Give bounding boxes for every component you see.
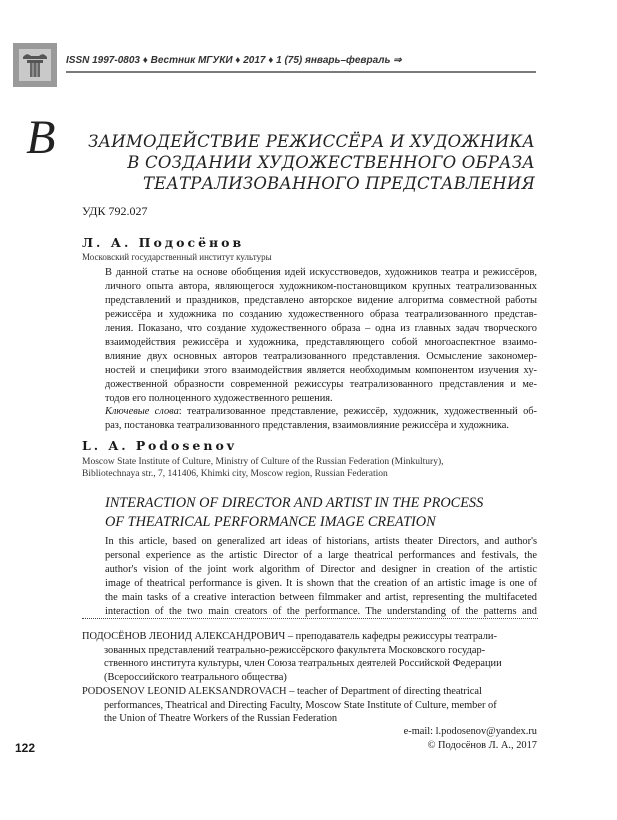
udk-code: УДК 792.027 [82,204,148,218]
abstract-en-line: image of theatrical performance is given. It is shown that the creation of an artistic image is one of [105,578,537,589]
abstract-ru [105,266,537,406]
abstract-ru-line: представлений и праздников, представлено авторское видение алгоритма совместной работы [105,295,537,306]
title-drop-cap: В [26,111,56,164]
abstract-ru-line: взаимодействия режиссёра и художника, представляющего собой многоаспектное взаимо- [105,337,537,348]
abstract-en-line: the main tasks of a creative interaction between filmmaker and artist, representing the multifaceted [105,592,537,603]
abstract-ru-line: ления. Показано, что создание художественного образа – одна из главных задач творческого [105,323,537,334]
author-affiliation-ru: Московский государственный институт культуры [82,252,272,262]
abstract-en-line: interaction of the two main creators of the performance. The understanding of the patterns and [105,606,537,617]
author-affiliation-en [82,456,443,480]
keywords-ru-line: раз, постановка театрализованного представления, взаимовлияние режиссёра и художника. [105,420,510,431]
bio-ru-line: (Всероссийского театрального общества) [104,671,287,683]
author-name-en: L. A. Podosenov [82,438,238,453]
affiliation-en-line: Bibliotechnaya str., 7, 141406, Khimki city, Moscow region, Russian Federation [82,469,388,479]
keywords-text: : театрализованное представление, режиссёр, художник, художественный об- [178,406,538,417]
abstract-en [105,535,537,619]
title-line-3: ТЕАТРАЛИЗОВАННОГО ПРЕДСТАВЛЕНИЯ [142,174,535,193]
title-line-2: В СОЗДАНИИ ХУДОЖЕСТВЕННОГО ОБРАЗА [127,153,535,172]
dotted-divider [82,618,538,619]
keywords-ru-line [105,405,537,419]
contact-block [404,725,537,752]
title-line-1: ЗАИМОДЕЙСТВИЕ РЕЖИССЁРА И ХУДОЖНИКА [88,132,535,151]
copyright: © Подосёнов Л. А., 2017 [427,739,537,751]
abstract-en-line: personal experience as the artistic Director of a large theatrical performances and festivals, the [105,550,537,561]
abstract-en-line: author's vision of the joint work algorithm of Director and designer in creation of the artistic [105,564,537,575]
title-en-line-2: OF THEATRICAL PERFORMANCE IMAGE CREATION [105,514,436,530]
author-email: e-mail: l.podosenov@yandex.ru [403,726,537,737]
affiliation-en-line: Moscow State Institute of Culture, Ministry of Culture of the Russian Federation (Minkultury), [82,457,444,467]
abstract-ru-line: дожественной образности современной режиссуры театрализованного представления и ме- [105,379,537,390]
running-head: ISSN 1997-0803 ♦ Вестник МГУКИ ♦ 2017 ♦ 1 (75) январь–февраль ⇒ [66,55,402,66]
article-title-en [105,494,483,532]
bio-en-line: the Union of Theatre Workers of the Russian Federation [104,713,338,724]
abstract-ru-line: влияние двух основных авторов театрализованного представления. Осмысление закономер- [105,351,537,362]
article-title [26,111,535,194]
abstract-ru-line: режиссёра и художника по созданию художественного образа театрализованного представ- [105,309,537,320]
author-name-ru: Л. А. Подосёнов [82,235,245,250]
title-en-line-1: INTERACTION OF DIRECTOR AND ARTIST IN THE PROCESS [105,495,484,511]
header-rule [66,71,536,73]
abstract-ru-line: ностей и специфики этого взаимодействия является необходимым компонентом изучения ху- [105,365,537,376]
keywords-label: Ключевые слова [105,406,179,417]
bio-en-line: performances, Theatrical and Directing Faculty, Moscow State Institute of Culture, member of [104,699,497,711]
author-bio-ru [82,630,538,684]
abstract-en-line: In this article, based on generalized art ideas of historians, artists theater Directors, and author's [105,536,537,547]
bio-ru-line: ПОДОСЁНОВ ЛЕОНИД АЛЕКСАНДРОВИЧ – преподаватель кафедры режиссуры театрали- [82,631,497,642]
author-bio-en [82,685,538,726]
abstract-ru-line: личного опыта автора, являющегося художником-постановщиком крупных театрализованных [105,281,537,292]
bio-ru-line: зованных представлений театрально-режиссёрского факультета Московского государ- [104,644,486,656]
abstract-ru-line: тодов его полноценного художественного решения. [105,393,333,404]
abstract-ru-line: В данной статье на основе обобщения идей искусствоведов, художников театра и режиссёров, [105,267,537,278]
keywords-ru [105,405,537,433]
journal-logo-icon [13,43,57,87]
bio-ru-line: ственного института культуры, член Союза театральных деятелей Российской Федерации [104,658,502,669]
page-number: 122 [15,741,36,755]
bio-en-line: PODOSENOV LEONID ALEKSANDROVACH – teacher of Department of directing theatrical [82,686,482,697]
